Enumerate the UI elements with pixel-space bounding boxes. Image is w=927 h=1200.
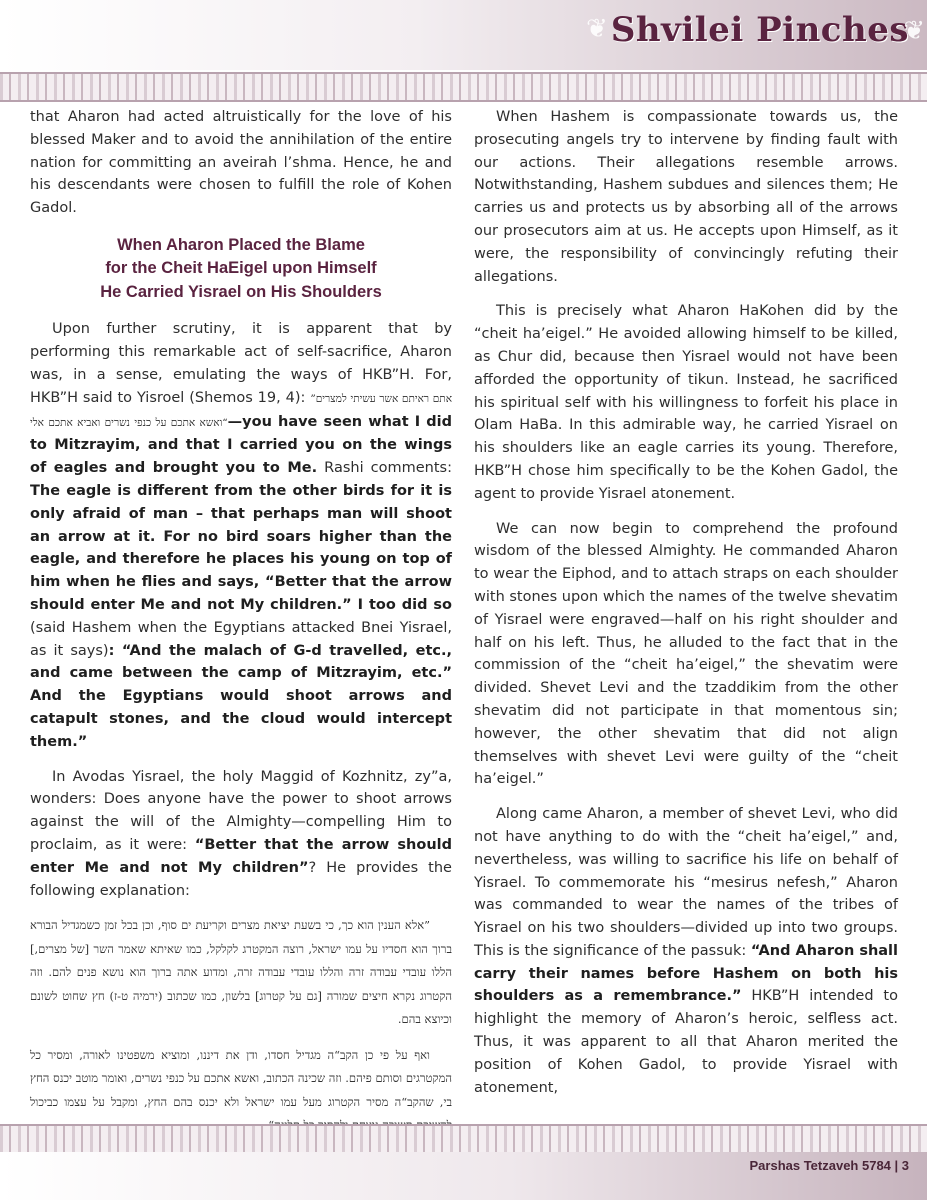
section-heading [30,234,452,305]
text-run: (said Hashem when the Egyptians attacked Bnei Yisrael, as it says) [30,619,452,659]
paragraph: that Aharon had acted altruistically for the love of his blessed Maker and to avoid the annihilation of the entire nation for committing an aveirah l’shma. Hence, he and his descendants were chosen to fulfill the role of Kohen Gadol. [30,109,452,217]
text-run: HKB”H intended to highlight the memory of Aharon’s heroic, selfless act. Thus, it was apparent to all that Aharon merited the position of Kohen Gadol, to provide Yisrael with atonement, [474,988,898,1096]
text-run: Rashi comments: [317,460,452,477]
hebrew-paragraph: ואף על פי כן הקב“ה מגדיל חסדו, ודן את דיננו, ומוציא משפטינו לאורה, ומסיר כל המקטרגים וסותם פיהם. וזה שכינה הכתוב, ואשא אתכם על כנפי נשרים, ואומר מוטב יכנס החץ בי, שהקב“ה מסיר הקטרוג מעל עמו ישראל ולא יכנס בהם החץ, ומקבל על עצמו כביכול [30,1047,452,1109]
heading-line: He Carried Yisrael on His Shoulders [100,282,382,301]
bold-quote: : “And the malach of G-d travelled, etc., and came between the camp of Mitzrayim, etc.” And the Egyptians would shoot arrows and catapult stones, and the cloud would intercept them.” [30,642,453,750]
bold-quote: “Better that the arrow should enter Me and not My children” [30,837,453,876]
bold-quote: —you have seen what I did to Mitzrayim, and that I carried you on the wings of eagles and brought you to Me. [30,413,452,477]
bold-quote: “And Aharon shall carry their names before Hashem on both his shoulders as a remembrance.” [474,942,899,1005]
paragraph: We can now begin to comprehend the profound wisdom of the blessed Almighty. He commanded Aharon to wear the Eiphod, and to attach straps on each shoulder with stones upon which the names of the twelve shevatim of Yisrael were engraved—half on his right shoulder and half on his left. Thus, he alluded to the fact that in the commission of the “cheit ha’eigel,” the shevatim were divided. Shevet Levi and the tzaddikim from the other shevatim did not participate in that momentous sin; however, the other shevatim that did not align themselves with shevet Levi were guilty of the “cheit ha’eigel.” [474,520,898,788]
ornament-divider-bottom [0,1124,927,1154]
left-column [30,106,452,1150]
flourish-left-icon: ❦ [586,14,608,44]
paragraph [474,803,898,1099]
page-title: Shvilei Pinches [610,10,909,50]
text-run: Along came Aharon, a member of shevet Levi, who did not have anything to do with the “cheit ha’eigel,” and, nevertheless, was willing to sacrifice his life on behalf of Yisrael. To commemorate his “mesirus nefesh,” Aharon was commanded to wear the names of the tribes of Yisrael on his two shoulders—divided up into two groups. This is the significance of the passuk: [474,806,898,959]
bold-quote: The eagle is different from the other birds for it is only afraid of man – that perhaps man will shoot an arrow at it. For no bird soars higher than the eagle, and therefore he places his young on top of him when he flies and says, “Better that the arrow should enter Me and not My children.” I too did so [30,483,452,614]
footer-page-label: Parshas Tetzaveh 5784 | 3 [749,1158,909,1173]
paragraph [30,766,452,903]
flourish-right-icon: ❦ [903,16,925,46]
right-column [474,106,898,1111]
paragraph: When Hashem is compassionate towards us, the prosecuting angels try to intervene by finding fault with our actions. Their allegations resemble arrows. Notwithstanding, Hashem subdues and silences them; He carries us and protects us by absorbing all of the arrows our prosecutors aim at us. He accepts upon Himself, as it were, the responsibility of convincingly refuting their allegations. [474,109,898,285]
paragraph: This is precisely what Aharon HaKohen did by the “cheit ha’eigel.” He avoided allowing himself to be killed, as Chur did, because then Yisrael would not have been afforded the opportunity of tikun. Instead, he sacrificed his spiritual self with his willingness to forfeit his place in Olam HaBa. In this admirable way, he carried Yisrael on his shoulders like an eagle carries its young. Therefore, HKB”H chose him specifically to be the Kohen Gadol, the agent to provide Yisrael atonement. [474,303,898,502]
text-run: ? He provides the following explanation: [30,859,452,899]
hebrew-quote: ”אתם ראיתם אשר עשיתי למצרים ואשא אתכם על כנפי נשרים ואביא אתכם אלי“ [30,392,452,429]
text-run: In Avodas Yisrael, the holy Maggid of Kozhnitz, zy”a, wonders: Does anyone have the power to shoot arrows against the will of the Almighty—compelling Him to proclaim, as it were: [30,768,452,854]
ornament-divider-top [0,72,927,102]
text-run: Upon further scrutiny, it is apparent that by performing this remarkable act of self-sacrifice, Aharon was, in a sense, emulating the ways of HKB”H. For, HKB”H said to Yisroel (Shemos 19, 4): [30,321,452,406]
paragraph [30,318,452,753]
heading-line: When Aharon Placed the Blame [117,235,365,254]
heading-line: for the Cheit HaEigel upon Himself [105,259,377,278]
hebrew-paragraph: ”אלא הענין הוא כך, כי בשעת יציאת מצרים וקריעת ים סוף, וכן בכל זמן כשמגדיל הבורא ברוך הוא חסדיו על עמו ישראל, רוצה המקטרג לקלקל, כמו שאיתא שאמר השר [של מצרים,] הללו עובדי עבודה זרה והללו עובדי עבודה זרה, ומדוע אתה ברוך הוא נושא פנים להם. וזה הקטרוג נקרא חיצים שמורה [גם על קטרוג] בלשון, כמו שכתוב (ירמיה ט-ז) חץ שחוט לשונם וכיוצא בהם. [30,918,452,1027]
